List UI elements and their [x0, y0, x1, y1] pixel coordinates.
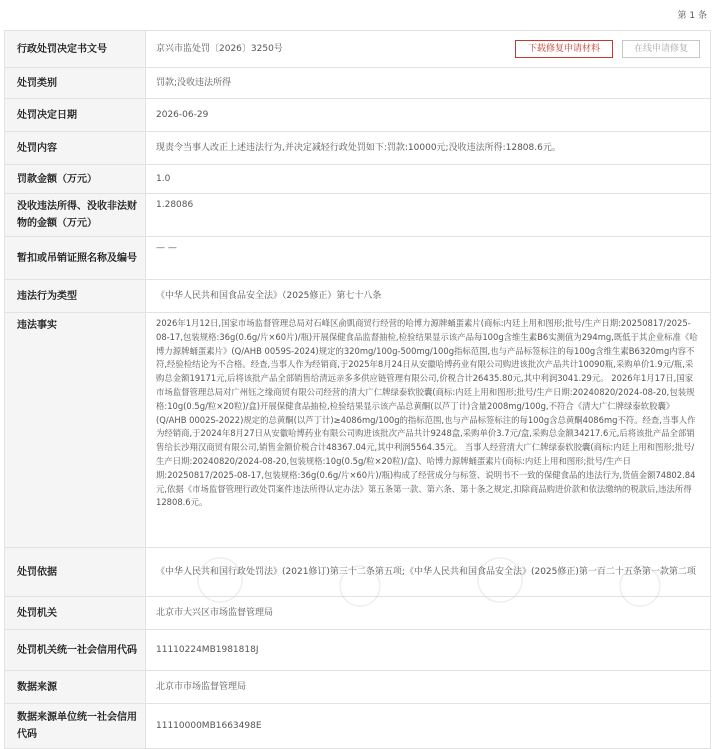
row-label: 处罚类别: [5, 68, 146, 98]
row-label: 处罚内容: [5, 132, 146, 164]
row-label: 暂扣或吊销证照名称及编号: [5, 237, 146, 279]
row-value: 1.0: [156, 174, 171, 184]
row-value: 2026-06-29: [156, 110, 209, 120]
row-confiscation-amount: [4, 194, 711, 237]
row-decision-date: [4, 99, 711, 132]
row-value: 2026年1月12日,国家市场监督管理总局对石峰区俞凱商贸行经营的哈博力源牌蛹蛋素片(商标:内廷上用和图形;批号/生产日期:20250817/2025-08-17,包装规格:36g(0.6g/片×60片)/瓶)开展保健食品监督抽检,检验结果显示该产品每100g含维生素B6实测值为294mg,既低于其企业标准《哈博力源牌蛹蛋素片》(Q/AHB 0059S-2024)规定的320mg/100g-500mg/100g指标范围,也与产品标签标注的每100g含维生素B6320mg内容不符,经验检结论为不合格。经查,当事人作为经销商,于2025年8月24日从安徽哈博药业有限公司购进该批次产品共计10090瓶,采购单价1.9元/瓶,采购总金额19171元,后将该批产品全部销售给清远亲多多供应链管理有限公司,价税合计26435.80元,其中利润3041.29元。 2026年1月17日,国家市场监督管理总局对广州钰之缘商贸有限公司经营的清大广仁牌绿泰软胶囊(商标:内廷上用和图形;批号/生产日期:20240820/2024-08-20,包装规格:10g(0.5g/粒×20粒)/盒)开展保健食品抽检,检验结果显示该产品总黄酮(以芦丁计)含量2008mg/100g,不符合《清大广仁牌绿泰软胶囊》(Q/AHB 0002S-2022)规定的总黄酮(以芦丁计)≥4086mg/100g的指标范围,也与产品标签标注的每100g含总黄酮4086mg不符。经查,当事人作为经销商,于2024年8月27日从安徽哈博药业有限公司购进该批次产品共计9248盒,采购单价3.7元/盒,采购总金额34217.6元,后将该批产品全部销售给长沙翔汉商贸有限公司,销售金额价税合计48367.04元,其中利润5564.35元。 当事人经营清大广仁牌绿泰软胶囊(商标:内廷上用和图形;批号/生产日期:20240820/2024-08-20,包装规格:10g(0.5g/粒×20粒)/盒)、哈博力源牌蛹蛋素片(商标:内廷上用和图形;批号/生产日期:20250817/2025-08-17,包装规格:36g(0.6g/片×60片)/瓶)构成了经营成分与标签、说明书不一致的保健食品的违法行为,货值金额74802.84元,依据《市场监督管理行政处罚案件违法所得认定办法》第五条第一款、第六条、第十条之规定,扣除商品购进价款和依法缴纳的税款后,违法所得12808.6元。: [156, 318, 698, 508]
row-penalty-content: [4, 132, 711, 165]
row-value: 11110224MB1981818J: [156, 645, 259, 655]
row-authority-credit-code: [4, 630, 711, 671]
row-value: — —: [156, 243, 177, 253]
row-value: 北京市市场监督管理局: [156, 682, 247, 692]
row-label: 违法行为类型: [5, 280, 146, 312]
row-label: 违法事实: [5, 313, 146, 547]
penalty-record-table: [4, 30, 711, 749]
row-value: 11110000MB1663498E: [156, 721, 262, 731]
row-label: 行政处罚决定书文号: [5, 31, 146, 67]
row-value: 《中华人民共和国食品安全法》（2025修正）第七十八条: [156, 291, 382, 301]
row-label: 处罚机关: [5, 597, 146, 629]
online-repair-application-button[interactable]: 在线申请修复: [622, 40, 700, 58]
row-penalty-category: [4, 68, 711, 99]
row-label: 没收违法所得、没收非法财物的金额（万元）: [5, 194, 146, 236]
row-label: 数据来源单位统一社会信用代码: [5, 704, 146, 748]
row-label: 处罚依据: [5, 548, 146, 596]
row-source-credit-code: [4, 704, 711, 749]
action-buttons: [515, 40, 700, 58]
row-data-source: [4, 671, 711, 704]
row-label: 数据来源: [5, 671, 146, 703]
row-fine-amount: [4, 165, 711, 194]
row-value: 北京市大兴区市场监督管理局: [156, 608, 274, 618]
row-penalty-basis: [4, 548, 711, 597]
row-label: 罚款金额（万元）: [5, 165, 146, 193]
row-value: 罚款;没收违法所得: [156, 78, 232, 88]
page-number: 第 1 条: [677, 11, 707, 21]
row-violation-facts: [4, 313, 711, 548]
row-value: 京兴市监处罚〔2026〕3250号: [156, 44, 283, 54]
row-penalty-authority: [4, 597, 711, 630]
row-value: 1.28086: [156, 200, 194, 210]
download-repair-materials-button[interactable]: 下载修复申请材料: [515, 40, 613, 58]
row-value: 现责令当事人改正上述违法行为,并决定减轻行政处罚如下:罚款:10000元;没收违法所得:12808.6元。: [156, 143, 561, 153]
row-label: 处罚决定日期: [5, 99, 146, 131]
row-label: 处罚机关统一社会信用代码: [5, 630, 146, 670]
row-license-revocation: [4, 237, 711, 280]
row-value: 《中华人民共和国行政处罚法》(2021修订)第三十二条第五项;《中华人民共和国食品安全法》(2025修正)第一百二十五条第一款第二项: [156, 567, 696, 577]
row-violation-type: [4, 280, 711, 313]
row-decision-number: [4, 31, 711, 68]
